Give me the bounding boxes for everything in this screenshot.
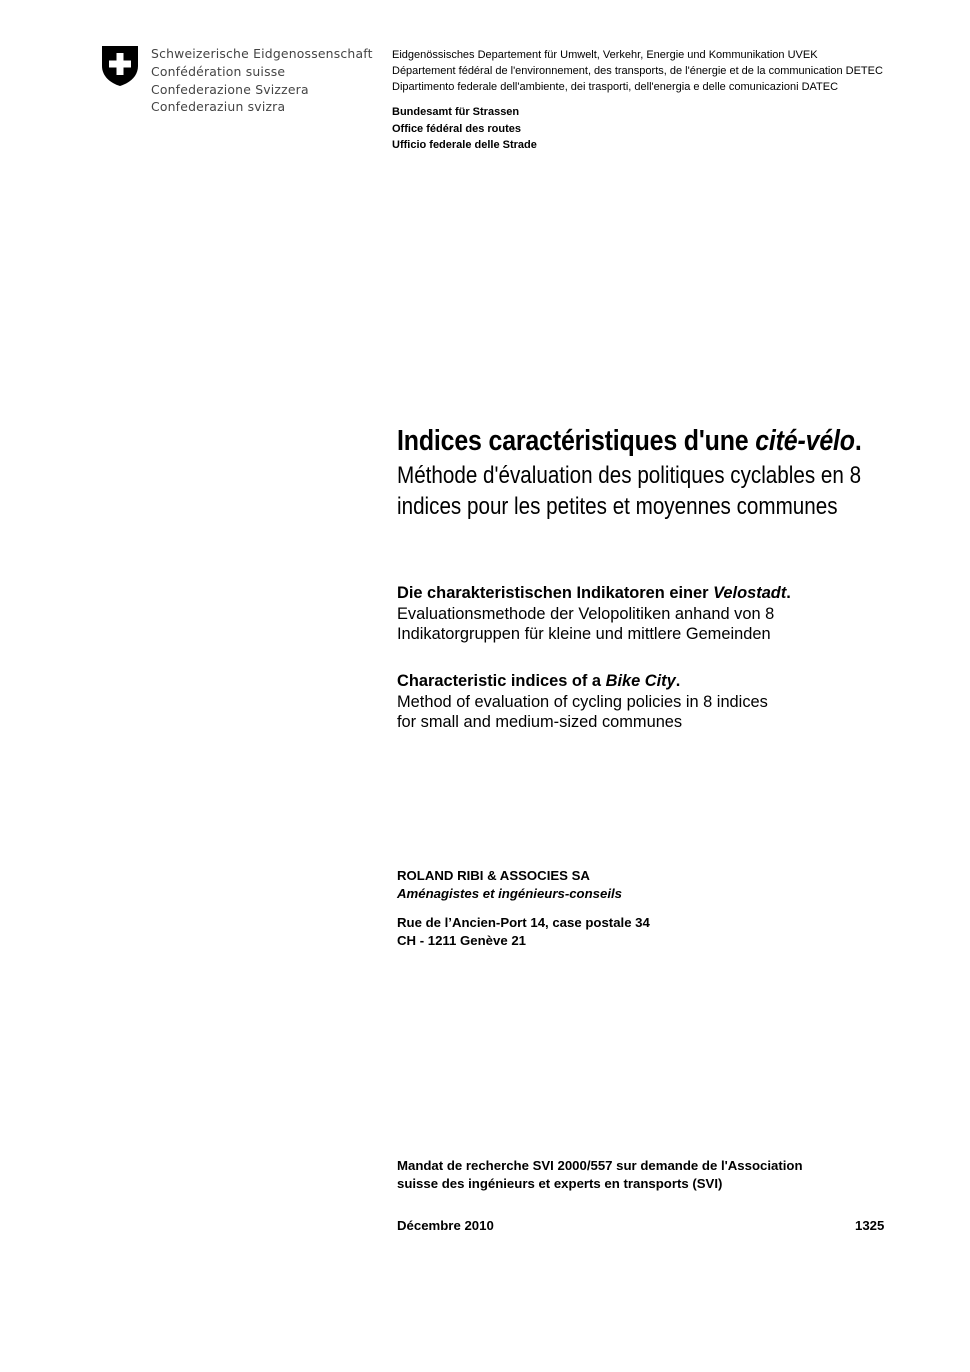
office-line-de: Bundesamt für Strassen xyxy=(392,106,520,118)
department-line-fr: Département fédéral de l'environnement, des transports, de l'énergie et de la communication DETEC xyxy=(392,65,883,77)
department-line-it: Dipartimento federale dell'ambiente, dei trasporti, dell'energia e delle comunicazioni DATEC xyxy=(392,81,839,93)
mandate-block xyxy=(397,1157,803,1193)
title-de-suffix: . xyxy=(786,584,791,602)
subtitle-fr-line-2: indices pour les petites et moyennes communes xyxy=(397,493,838,520)
confederation-name-fr: Confédération suisse xyxy=(151,63,286,79)
title-en-emphasis: Bike City xyxy=(605,672,676,690)
title-fr-suffix: . xyxy=(854,425,862,457)
subtitle-en-line-2: for small and medium-sized communes xyxy=(397,713,683,732)
confederation-name-de: Schweizerische Eidgenossenschaft xyxy=(151,46,373,61)
confederation-name-it: Confederazione Svizzera xyxy=(151,81,309,97)
department-header xyxy=(392,47,883,95)
office-line-it: Ufficio federale delle Strade xyxy=(392,139,537,151)
address-line-2: CH - 1211 Genève 21 xyxy=(397,933,527,948)
title-block-en xyxy=(397,671,917,733)
title-en-suffix: . xyxy=(675,672,681,690)
title-block-de xyxy=(397,583,917,645)
author-address xyxy=(397,914,650,950)
title-fr-emphasis: cité-vélo xyxy=(755,425,855,457)
swiss-confederation-logo xyxy=(100,44,140,93)
subtitle-fr-line-1: Méthode d'évaluation des politiques cyclables en 8 xyxy=(397,462,862,489)
confederation-names xyxy=(151,45,373,116)
author-block xyxy=(397,867,622,903)
author-company: ROLAND RIBI & ASSOCIES SA xyxy=(397,868,590,883)
title-block-fr xyxy=(397,422,937,522)
title-fr-prefix: Indices caractéristiques d'une xyxy=(397,425,756,457)
office-line-fr: Office fédéral des routes xyxy=(392,122,521,135)
address-line-1: Rue de l’Ancien-Port 14, case postale 34 xyxy=(397,915,650,930)
mandate-line-2: suisse des ingénieurs et experts en transports (SVI) xyxy=(397,1176,723,1191)
title-de xyxy=(397,583,917,604)
mandate-line-1: Mandat de recherche SVI 2000/557 sur demande de l'Association xyxy=(397,1158,803,1173)
title-de-emphasis: Velostadt xyxy=(713,584,787,602)
subtitle-en-line-1: Method of evaluation of cycling policies in 8 indices xyxy=(397,692,768,711)
department-line-de: Eidgenössisches Departement für Umwelt, Verkehr, Energie und Kommunikation UVEK xyxy=(392,49,818,61)
subtitle-de-line-1: Evaluationsmethode der Velopolitiken anhand von 8 xyxy=(397,604,775,623)
title-en-prefix: Characteristic indices of a xyxy=(397,672,606,690)
publication-date: Décembre 2010 xyxy=(397,1218,494,1233)
report-number: 1325 xyxy=(855,1218,885,1233)
title-fr xyxy=(397,422,861,460)
confederation-name-rm: Confederaziun svizra xyxy=(151,99,286,115)
title-de-prefix: Die charakteristischen Indikatoren einer xyxy=(397,584,714,602)
title-en xyxy=(397,671,917,692)
office-header xyxy=(392,104,537,154)
swiss-shield-icon xyxy=(100,44,140,88)
subtitle-de-line-2: Indikatorgruppen für kleine und mittlere Gemeinden xyxy=(397,625,771,644)
author-role: Aménagistes et ingénieurs-conseils xyxy=(397,886,622,901)
